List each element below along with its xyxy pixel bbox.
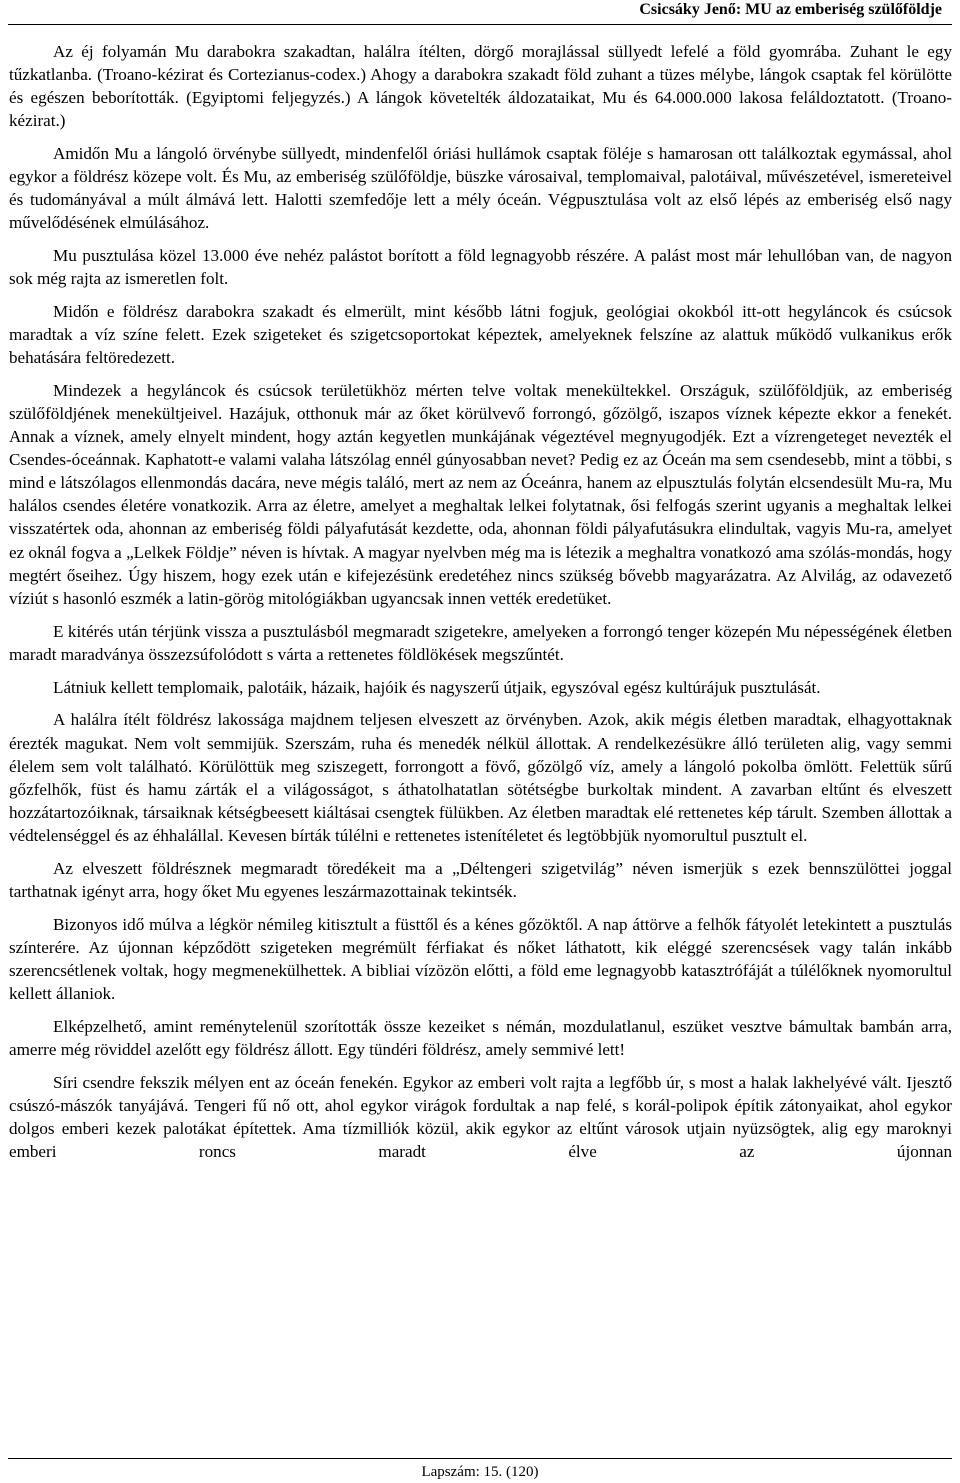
- footer-divider: [8, 1458, 952, 1459]
- header-title: Csicsáky Jenő: MU az emberiség szülőföldje: [639, 1, 942, 18]
- paragraph-1: Az éj folyamán Mu darabokra szakadtan, halálra ítélten, dörgő morajlással süllyedt lefelé a föld gyomrába. Zuhant le egy tűzkatlanba. (Troano-kézirat és Cortezianus-codex.) Ahogy a darabokra szakadt föld zuhant a tüzes mélybe, lángok csaptak fel körülötte és egészen beborították. (Egyiptomi feljegyzés.) A lángok követelték áldozataikat, Mu és 64.000.000 lakosa feláldoztatott. (Troano-kézirat.): [9, 42, 952, 131]
- paragraph-4: Midőn e földrész darabokra szakadt és elmerült, mint később látni fogjuk, geológiai okokból itt-ott hegyláncok és csúcsok maradtak a víz színe felett. Ezek szigeteket és szigetcsoportokat képeztek, amelyeknek felszíne az alattuk működő vulkanikus erők behatására feltöredezett.: [9, 302, 952, 368]
- paragraph-9: Az elveszett földrésznek megmaradt töredékeit ma a „Déltengeri szigetvilág” néven ismerjük s ezek bennszülöttei joggal tarthatnak igényt arra, hogy őket Mu egyenes leszármazottainak tekintsék.: [9, 858, 952, 901]
- paragraph-6: E kitérés után térjünk vissza a pusztulásból megmaradt szigetekre, amelyeken a forrongó tenger közepén Mu népességének életben maradt maradványa összezsúfolódott s várta a rettenetes földlökések megszűntét.: [9, 621, 952, 664]
- paragraph-12: Síri csendre fekszik mélyen ent az óceán fenekén. Egykor az emberi volt rajta a legfőbb úr, s most a halak lakhelyévé vált. Ijesztő csúszó-mászók tanyájává. Tengeri fű nő ott, ahol egykor virágok fordultak a nap felé, s korál-polipok építik zátonyaikat, ahol egykor dolgos emberi kezek palotákat építettek. Ama tízmilliók közül, akik egykor az eltűnt városok utjain nyüzsögtek, alig egy maroknyi emberi roncs maradt élve az újonnan: [9, 1072, 952, 1161]
- paragraph-5: Mindezek a hegyláncok és csúcsok területükhöz mérten telve voltak menekültekkel. Országuk, szülőföldjük, az emberiség szülőföldjének menekültjeivel. Hazájuk, otthonuk már az őket körülvevő forrongó, gőzölgő, iszapos víznek képezte ekkor a fenekét. Annak a víznek, amely elnyelt mindent, hogy aztán kegyetlen munkájának végeztével megnyugodjék. Ezt a vízrengeteget nevezték el Csendes-óceánnak. Kaphatott-e valami valaha látszólag ennél gúnyosabban nevet? Pedig ez az Óceán ma sem csendesebb, mint a többi, s mind e látszólagos ellenmondás dacára, neve mégis találó, mert az nem az Óceánra, hanem az elpusztulás folytán elcsendesült Mu-ra, Mu halálos csendes életére vonatkozik. Arra az életre, amelyet a meghaltak lelkei folytatnak, ősi felfogás szerint ugyanis a meghaltak lelkei visszatértek oda, ahonnan az emberiség földi pályafutását kezdette, oda, ahonnan földi pályafutásukra elindultak, vagyis Mu-ra, amelyet ez oknál fogva a „Lelkek Földje” néven is hívtak. A magyar nyelvben még ma is létezik a meghaltra vonatkozó ama szólás-mondás, hogy megtért őseihez. Úgy hiszem, hogy ezek után e kifejezésünk eredetéhez nincs szükség bővebb magyarázatra. Az Alvilág, az odavezető víziút s hasonló eszmék a latin-görög mitológiákban ugyancsak innen vették eredetüket.: [9, 381, 952, 608]
- header-divider: [8, 24, 952, 25]
- paragraph-11: Elképzelhető, amint reménytelenül szorították össze kezeiket s némán, mozdulatlanul, eszüket vesztve bámultak bambán arra, amerre még röviddel azelőtt egy földrész állott. Egy tündéri földrész, amely semmivé lett!: [9, 1016, 952, 1059]
- page-number: Lapszám: 15. (120): [421, 1464, 539, 1480]
- paragraph-3: Mu pusztulása közel 13.000 éve nehéz palástot borított a föld legnagyobb részére. A palást most már lehullóban van, de nagyon sok még rajta az ismeretlen folt.: [9, 246, 952, 289]
- running-header: [0, 0, 942, 24]
- paragraph-2: Amidőn Mu a lángoló örvénybe süllyedt, mindenfelől óriási hullámok csaptak föléje s hamarosan ott találkoztak egymással, ahol egykor a földrész közepe volt. És Mu, az emberiség szülőföldje, büszke városaival, templomaival, palotáival, művészetével, ismereteivel és tudományával a múlt álmává lett. Halotti szemfedője lett a mély óceán. Végpusztulása volt az első lépés az emberiség első nagy művelődésének elmúlásához.: [9, 144, 952, 233]
- page-body: [9, 40, 952, 1163]
- paragraph-10: Bizonyos idő múlva a légkör némileg kitisztult a füsttől és a kénes gőzöktől. A nap áttörve a felhők fátyolét letekintett a pusztulás színterére. Az újonnan képződött szigeteken megrémült férfiakat és nőket láthatott, kik eléggé szerencsések vagy talán inkább szerencsétlenek voltak, hogy megmenekülhettek. A bibliai vízözön előtti, a föld eme legnagyobb katasztrófáját a túlélőknek nyomorultul kellett állaniok.: [9, 914, 952, 1003]
- paragraph-8: A halálra ítélt földrész lakossága majdnem teljesen elveszett az örvényben. Azok, akik mégis életben maradtak, elhagyottaknak érezték magukat. Nem volt semmijük. Szerszám, ruha és menedék nélkül állottak. A rendelkezésükre álló területen alig, vagy semmi élelem sem volt található. Körülöttük meg sziszegett, forrongott a fövő, gőzölgő víz, amely a lángoló pokolba ömlött. Felettük sűrű gőzfelhők, füst és hamu zárták el a világosságot, s áthatolhatatlan sötétségbe burkoltak mindent. A zavarban eltűnt és elveszett hozzátartozóiknak, társaiknak kétségbeesett kiáltásai csengtek fülükben. Az életben maradtak elé rettenetes kép tárult. Szemben állottak a védtelenséggel és az éhhalállal. Kevesen bírták túlélni e rettenetes istenítéletet és legtöbbjük nyomorultul pusztult el.: [9, 710, 952, 845]
- page-footer: [0, 1463, 960, 1481]
- paragraph-7: Látniuk kellett templomaik, palotáik, házaik, hajóik és nagyszerű útjaik, egyszóval egész kultúrájuk pusztulását.: [53, 677, 821, 697]
